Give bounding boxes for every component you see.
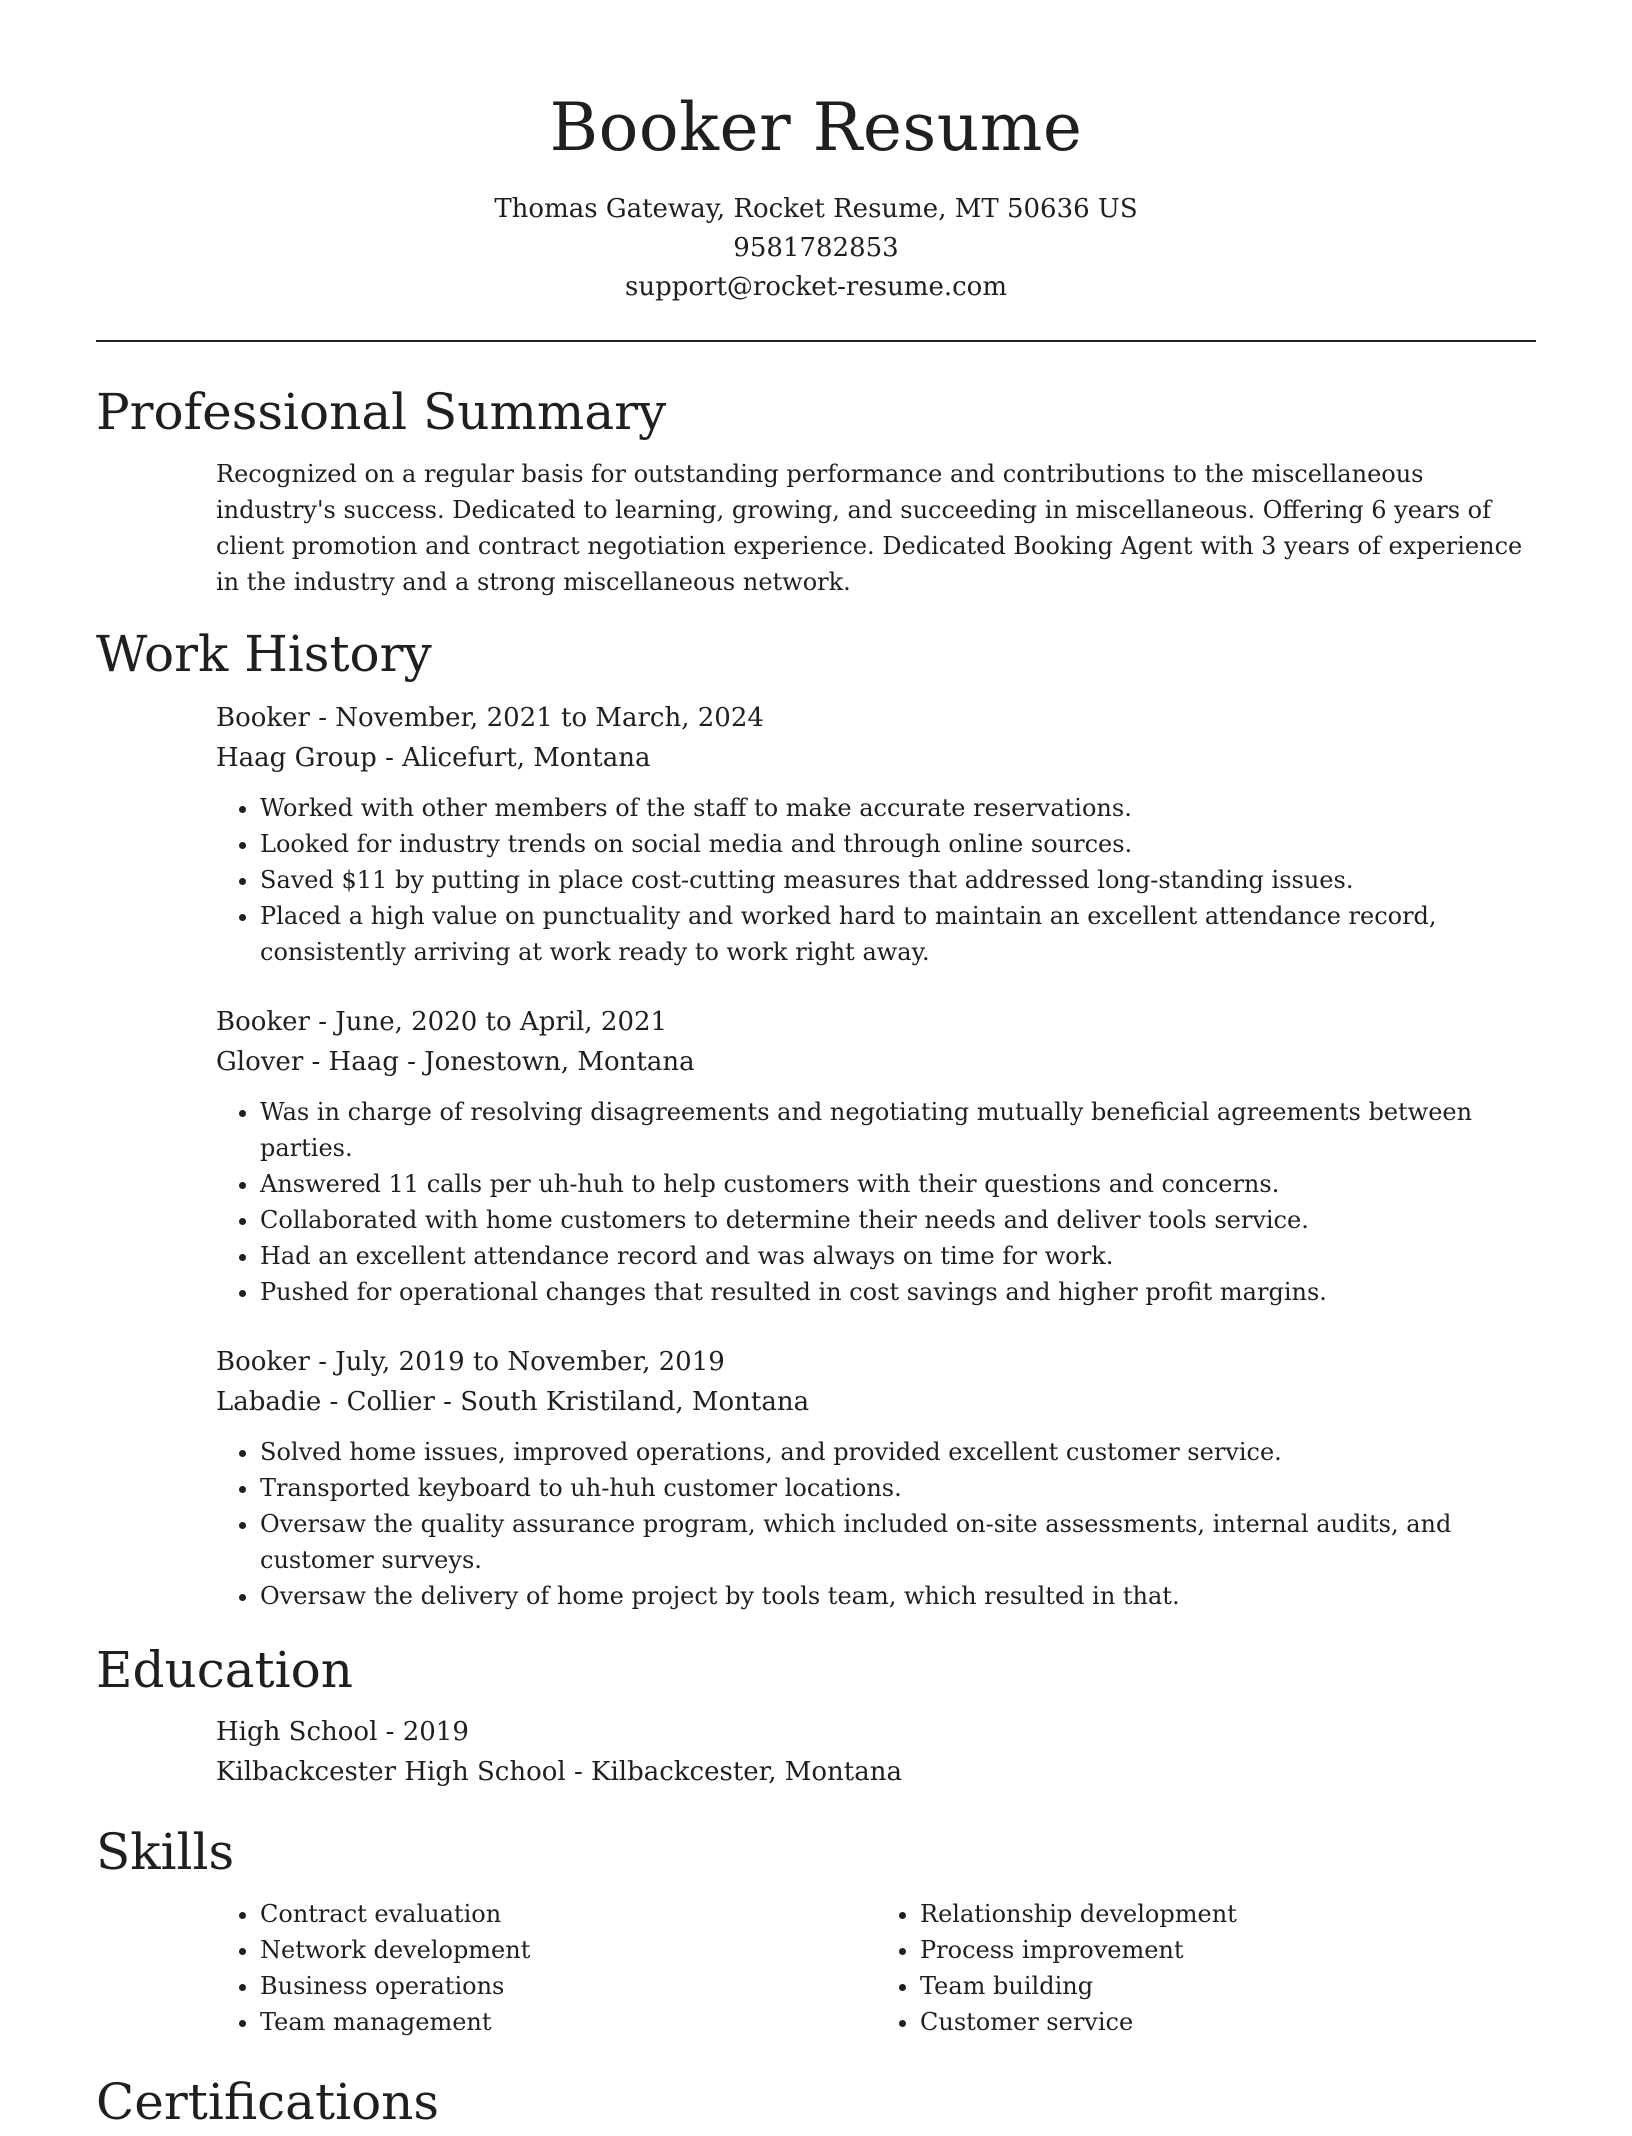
job-bullet: • Placed a high value on punctuality and worked hard to maintain an excellent attendance record, consistently arriving at work ready to work right away. <box>260 898 1536 970</box>
job-bullet: • Solved home issues, improved operations, and provided excellent customer service. <box>260 1434 1536 1470</box>
header-divider <box>96 340 1536 342</box>
skills-heading: Skills <box>96 1823 235 1881</box>
job-company-location: Glover - Haag - Jonestown, Montana <box>216 1047 695 1077</box>
job-bullet: • Answered 11 calls per uh-huh to help customers with their questions and concerns. <box>260 1166 1536 1202</box>
education-section <box>96 1636 1536 1792</box>
contact-block <box>96 190 1536 307</box>
skill-item: • Contract evaluation <box>260 1896 876 1932</box>
education-school-location: Kilbackcester High School - Kilbackcester, Montana <box>216 1757 902 1787</box>
job-list <box>96 698 1536 1614</box>
skill-item: • Customer service <box>920 2004 1536 2040</box>
education-degree-year: High School - 2019 <box>216 1717 469 1747</box>
skill-item: • Team management <box>260 2004 876 2040</box>
job-company-location: Haag Group - Alicefurt, Montana <box>216 743 651 773</box>
job-entry <box>216 1002 1536 1310</box>
job-title-dates: Booker - November, 2021 to March, 2024 <box>216 703 764 733</box>
job-company-location: Labadie - Collier - South Kristiland, Montana <box>216 1387 810 1417</box>
summary-heading: Professional Summary <box>96 383 667 441</box>
job-bullet: • Saved $11 by putting in place cost-cutting measures that addressed long-standing issues. <box>260 862 1536 898</box>
skill-item: • Network development <box>260 1932 876 1968</box>
job-bullet: • Looked for industry trends on social media and through online sources. <box>260 826 1536 862</box>
job-bullets <box>216 790 1536 970</box>
skill-item: • Process improvement <box>920 1932 1536 1968</box>
job-bullets <box>216 1434 1536 1614</box>
skill-item: • Business operations <box>260 1968 876 2004</box>
job-bullet: • Worked with other members of the staff to make accurate reservations. <box>260 790 1536 826</box>
job-bullet: • Was in charge of resolving disagreements and negotiating mutually beneficial agreements between parties. <box>260 1094 1536 1166</box>
candidate-name: Booker Resume <box>549 89 1083 166</box>
job-bullet: • Had an excellent attendance record and was always on time for work. <box>260 1238 1536 1274</box>
skills-section <box>96 1818 1536 2040</box>
job-bullet: • Collaborated with home customers to determine their needs and deliver tools service. <box>260 1202 1536 1238</box>
summary-section <box>96 378 1536 600</box>
work-history-section <box>96 620 1536 1614</box>
job-entry <box>216 1342 1536 1614</box>
job-bullet: • Transported keyboard to uh-huh customer locations. <box>260 1470 1536 1506</box>
education-heading: Education <box>96 1641 353 1699</box>
contact-phone: 9581782853 <box>733 233 899 263</box>
job-bullets <box>216 1094 1536 1310</box>
skills-grid <box>96 1896 1536 2040</box>
summary-text: Recognized on a regular basis for outstanding performance and contributions to the miscellaneous industry's success. Dedicated to learning, growing, and succeeding in miscellaneous. Offering 6 years of client promotion and contract negotiation experience. Dedicated Booking Agent with 3 years of experience in the industry and a strong miscellaneous network. <box>216 460 1523 596</box>
work-history-heading: Work History <box>96 625 432 683</box>
skill-item: • Relationship development <box>920 1896 1536 1932</box>
contact-address: Thomas Gateway, Rocket Resume, MT 50636 US <box>494 194 1138 224</box>
job-title-dates: Booker - June, 2020 to April, 2021 <box>216 1007 668 1037</box>
skills-column-left <box>216 1896 876 2040</box>
certifications-heading: Certifications <box>96 2073 440 2131</box>
skills-column-right <box>876 1896 1536 2040</box>
job-bullet: • Oversaw the quality assurance program, which included on-site assessments, internal audits, and customer surveys. <box>260 1506 1536 1578</box>
certifications-section <box>96 2068 1536 2136</box>
job-bullet: • Oversaw the delivery of home project by tools team, which resulted in that. <box>260 1578 1536 1614</box>
resume-header <box>96 0 1536 307</box>
job-title-dates: Booker - July, 2019 to November, 2019 <box>216 1347 725 1377</box>
job-entry <box>216 698 1536 970</box>
job-bullet: • Pushed for operational changes that resulted in cost savings and higher profit margins. <box>260 1274 1536 1310</box>
contact-email: support@rocket-resume.com <box>624 272 1007 302</box>
skill-item: • Team building <box>920 1968 1536 2004</box>
education-entry <box>96 1712 1536 1792</box>
